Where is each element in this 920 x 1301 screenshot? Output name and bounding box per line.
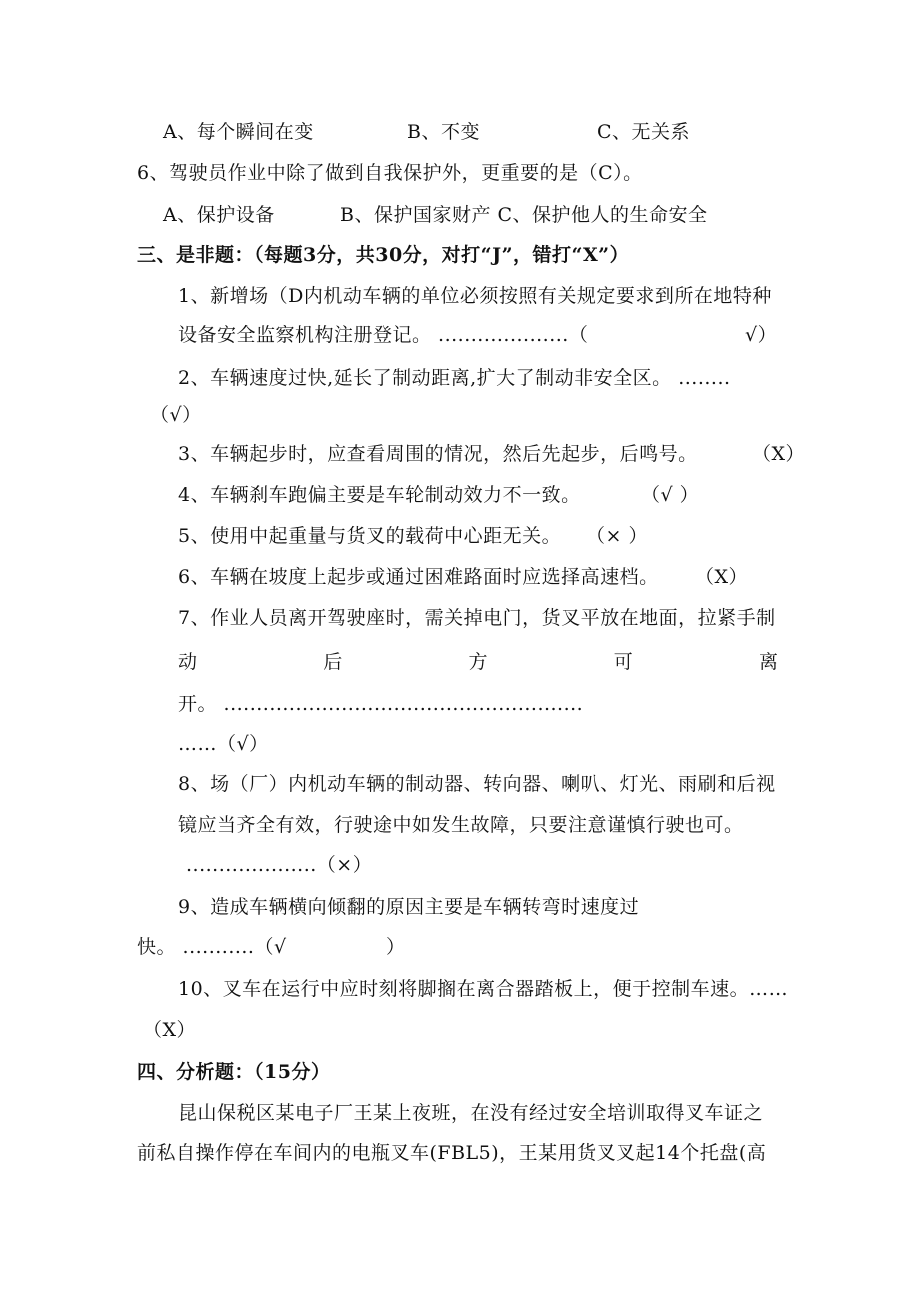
- q6-option-bc: B、保护国家财产 C、保护他人的生命安全: [340, 204, 708, 226]
- tf-item-8-line3: ....................（×）: [186, 854, 373, 876]
- q5-option-c: C、无关系: [597, 121, 691, 143]
- tf-item-7-char: 方: [468, 651, 488, 673]
- tf-item-7-line2: [178, 650, 778, 674]
- tf-item-8-line1: 8、场（厂）内机动车辆的制动器、转向器、喇叭、灯光、雨刷和后视: [178, 773, 776, 795]
- tf-item-4-mark: （√ ）: [641, 484, 700, 506]
- tf-item-7-char: 动: [178, 651, 198, 673]
- tf-item-1-mark: √）: [745, 324, 778, 346]
- tf-item-2-line2: （√）: [150, 404, 202, 426]
- tf-item-4-text: 4、车辆刹车跑偏主要是车轮制动效力不一致。: [178, 484, 581, 506]
- tf-item-8-line2: 镜应当齐全有效，行驶途中如发生故障，只要注意谨慎行驶也可。: [178, 814, 744, 836]
- tf-item-7-line1: 7、作业人员离开驾驶座时，需关掉电门，货叉平放在地面，拉紧手制: [178, 607, 776, 629]
- tf-item-7-char: 离: [758, 651, 778, 673]
- tf-item-7-line4: ……（√）: [178, 733, 269, 755]
- section4-paragraph-line1: 昆山保税区某电子厂王某上夜班，在没有经过安全培训取得叉车证之: [178, 1102, 764, 1124]
- section4-paragraph-line2: 前私自操作停在车间内的电瓶叉车(FBL5)，王某用货叉叉起14个托盘(高: [137, 1142, 767, 1164]
- tf-item-3-mark: （X）: [752, 443, 806, 465]
- tf-item-9-line2: 快。 ...........（√: [137, 936, 287, 958]
- tf-item-6-mark: （X）: [695, 566, 749, 588]
- tf-item-3-text: 3、车辆起步时，应查看周围的情况，然后先起步，后鸣号。: [178, 443, 698, 465]
- section3-heading: 三、是非题：（每题3分，共30分，对打“J”，错打“X”）: [137, 244, 630, 266]
- tf-item-5-text: 5、使用中起重量与货叉的载荷中心距无关。: [178, 525, 562, 547]
- tf-item-2-line1: 2、车辆速度过快,延长了制动距离,扩大了制动非安全区。 ........: [178, 367, 731, 389]
- tf-item-10-line2: （X）: [143, 1019, 197, 1041]
- tf-item-10-line1: 10、叉车在运行中应时刻将脚搁在离合器踏板上，便于控制车速。……: [178, 978, 789, 1000]
- tf-item-9-line1: 9、造成车辆横向倾翻的原因主要是车辆转弯时速度过: [178, 896, 640, 918]
- tf-item-7-char: 可: [613, 651, 633, 673]
- tf-item-7-char: 后: [323, 651, 343, 673]
- tf-item-6-text: 6、车辆在坡度上起步或通过困难路面时应选择高速档。: [178, 566, 659, 588]
- tf-item-7-line3: 开。 .......................................................: [178, 693, 584, 715]
- q6-option-a: A、保护设备: [163, 204, 275, 226]
- q5-option-a: A、每个瞬间在变: [163, 121, 314, 143]
- tf-item-1-line1: 1、新增场（D内机动车辆的单位必须按照有关规定要求到所在地特种: [178, 285, 772, 307]
- tf-item-5-mark: （× ）: [586, 525, 648, 547]
- section4-heading: 四、分析题：（15分）: [137, 1061, 331, 1083]
- tf-item-1-line2: 设备安全监察机构注册登记。 ....................（: [178, 324, 589, 346]
- q5-option-b: B、不变: [407, 121, 480, 143]
- tf-item-9-mark: ）: [386, 936, 406, 958]
- q6-question: 6、驾驶员作业中除了做到自我保护外，更重要的是（C）。: [137, 162, 643, 184]
